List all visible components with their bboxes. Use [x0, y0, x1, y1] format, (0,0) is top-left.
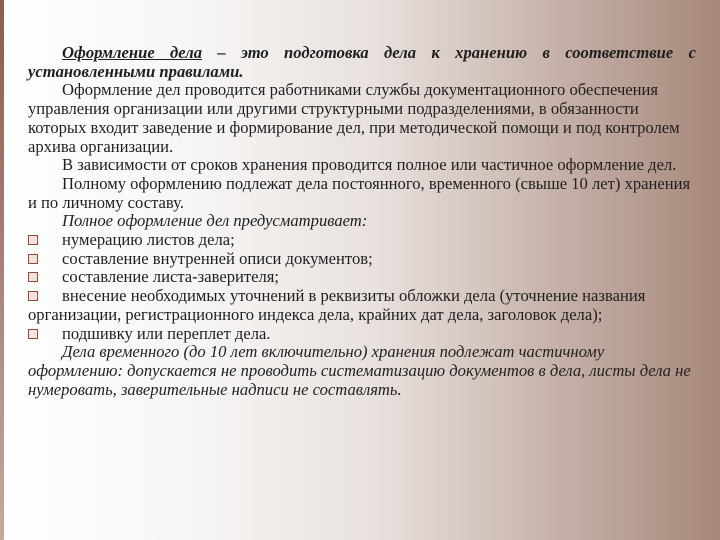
hollow-square-bullet-icon [28, 254, 38, 264]
hollow-square-bullet-icon [28, 235, 38, 245]
definition-term: Оформление дела [62, 43, 203, 62]
definition-paragraph [28, 44, 696, 81]
list-intro: Полное оформление дел предусматривает: [62, 211, 368, 231]
slide-text [28, 44, 696, 399]
hollow-square-bullet-icon [28, 291, 38, 301]
list-item [28, 250, 696, 269]
hollow-square-bullet-icon [28, 329, 38, 339]
paragraph-3: Полному оформлению подлежат дела постоянного, временного (свыше 10 лет) хранения и по личному составу. [28, 173, 691, 212]
closing-paragraph: Дела временного (до 10 лет включительно) хранения подлежат частичному оформлению: допускается не проводить систематизацию документов в дела, листы дела не нумеровать, заверительные надписи не составлять. [28, 342, 691, 399]
list-item-text: нумерацию листов дела; [62, 230, 235, 250]
list-item-text: внесение необходимых уточнений в реквизиты обложки дела (уточнение названия организации, регистрационного индекса дела, крайних дат дела, заголовок дела); [28, 286, 646, 324]
list-item [28, 325, 696, 344]
list-item [28, 231, 696, 250]
list-item-text: подшивку или переплет дела. [62, 323, 271, 343]
left-accent-bar [0, 0, 4, 540]
list-item-text: составление листа-заверителя; [62, 267, 280, 287]
paragraph-1: Оформление дел проводится работниками службы документационного обеспечения управления организации или другими структурными подразделениями, в обязанности которых входит заведение и формирование дел, при методической помощи и под контролем архива организации. [28, 80, 680, 156]
list-item [28, 287, 696, 324]
paragraph-2: В зависимости от сроков хранения проводится полное или частичное оформление дел. [62, 155, 677, 175]
list-item-text: составление внутренней описи документов; [62, 248, 373, 268]
hollow-square-bullet-icon [28, 272, 38, 282]
definition-rest: – это подготовка дела к хранению в соответствие с установленными правилами. [28, 43, 696, 81]
list-item [28, 268, 696, 287]
